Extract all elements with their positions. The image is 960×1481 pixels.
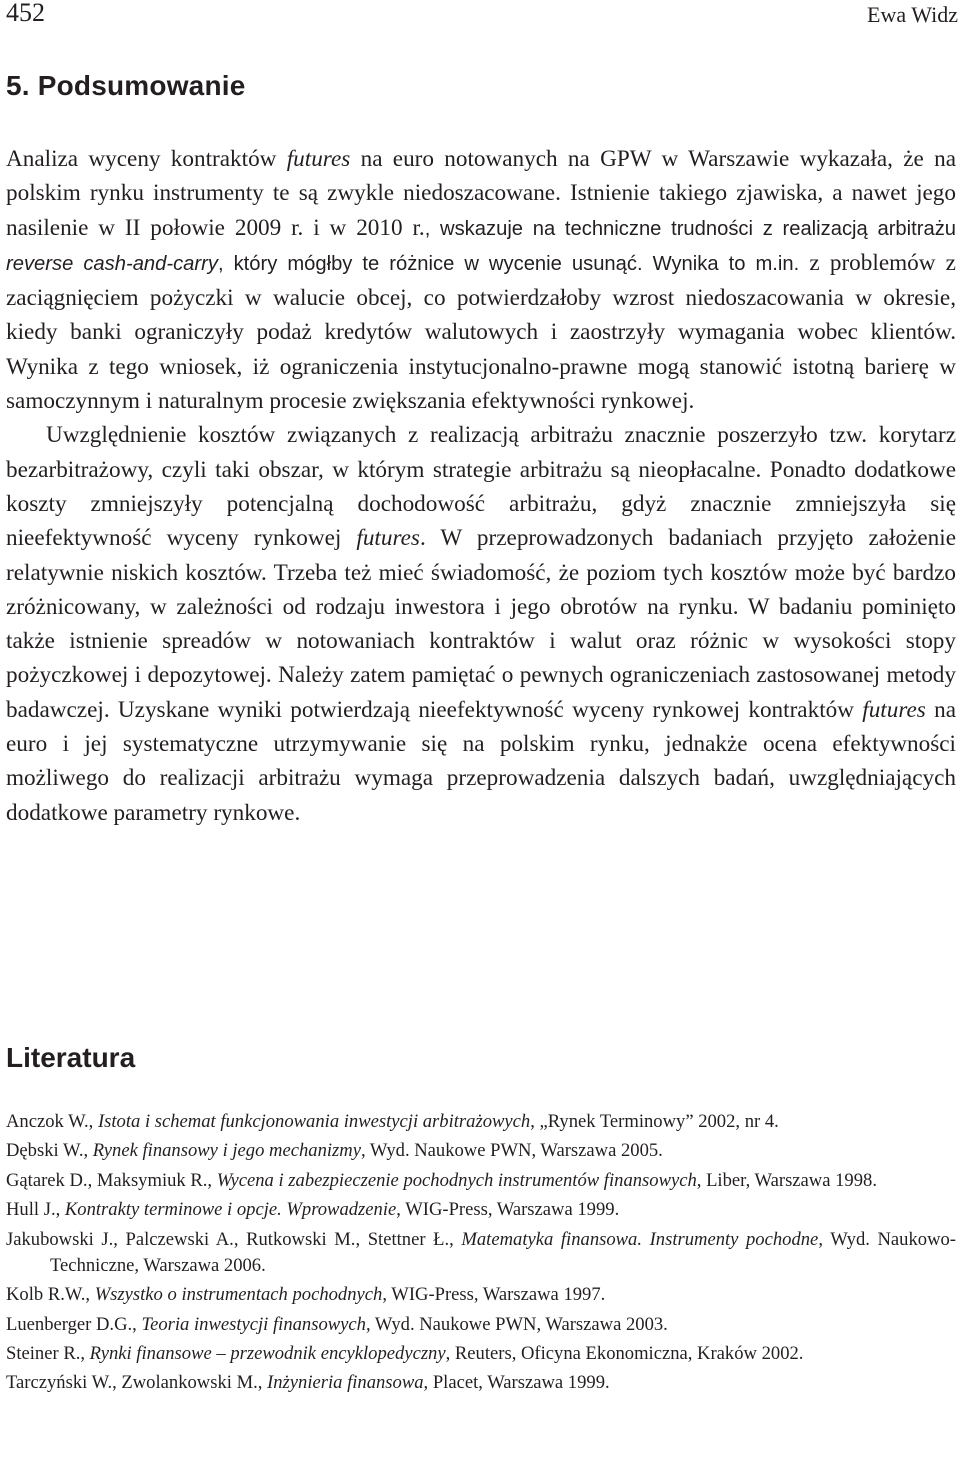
paragraph-1 <box>6 142 956 418</box>
ref-details: , „Rynek Terminowy” 2002, nr 4. <box>530 1111 779 1132</box>
ref-details: , Wyd. Naukowe PWN, Warszawa 2003. <box>365 1313 668 1335</box>
reference-item <box>6 1109 956 1135</box>
p1-text-2: na euro notowanych na GPW w Warszawie wykazała, że na polskim rynku instrumenty te są zwykle niedoszacowane. Istnienie takiego zjawiska, a nawet jego nasilenie w II połowie 2009 r. i w 2010 r. <box>6 146 956 241</box>
reference-item <box>6 1370 956 1396</box>
p2-italic-futures-1: futures <box>356 525 420 552</box>
reference-item <box>6 1227 956 1279</box>
ref-author: Tarczyński W., Zwolankowski M. <box>6 1372 258 1394</box>
reference-item <box>6 1168 956 1194</box>
ref-details: , Wyd. Naukowe PWN, Warszawa 2005. <box>360 1140 663 1162</box>
ref-title: Rynki finansowe – przewodnik encyklopedyczny <box>89 1342 446 1364</box>
ref-author: Kolb R.W. <box>6 1284 86 1306</box>
ref-sep: , <box>132 1313 142 1335</box>
reference-item <box>6 1197 956 1223</box>
p1-text-5: z problemów z zaciągnięciem pożyczki w walucie obcej, co potwierdzałoby wzrost niedoszacowania w okresie, kiedy banki ograniczyły podaż kredytów walutowych i zaostrzyły wymagania wobec klientów. Wynika z tego wniosek, iż ograniczenia instytucjonalno-prawne mogą stanowić istotną barierę w samoczynnym i naturalnym procesie zwiększania efektywności rynkowej. <box>6 249 956 415</box>
ref-sep: , <box>83 1140 93 1162</box>
ref-details: , WIG-Press, Warszawa 1999. <box>396 1199 620 1221</box>
ref-sep: , <box>55 1199 65 1221</box>
ref-title: Inżynieria finansowa <box>267 1372 424 1394</box>
ref-details: , Wyd. Naukowo-Techniczne, Warszawa 2006. <box>50 1228 956 1276</box>
ref-title: Kontrakty terminowe i opcje. Wprowadzenie <box>64 1199 397 1221</box>
ref-author: Jakubowski J., Palczewski A., Rutkowski M., Stettner Ł. <box>6 1228 450 1250</box>
running-author: Ewa Widz <box>867 2 958 27</box>
ref-details: , WIG-Press, Warszawa 1997. <box>382 1284 606 1306</box>
reference-item <box>6 1312 956 1338</box>
ref-details: , Liber, Warszawa 1998. <box>696 1169 877 1191</box>
ref-author: Luenberger D.G. <box>6 1313 133 1335</box>
reference-item <box>6 1138 956 1164</box>
section-title: 5. Podsumowanie <box>6 70 246 101</box>
ref-sep: , <box>80 1342 90 1364</box>
paragraph-2 <box>6 418 956 830</box>
ref-author: Dębski W. <box>6 1140 84 1162</box>
ref-sep: , <box>207 1169 217 1191</box>
p1-italic-futures: futures <box>286 146 351 172</box>
p2-italic-futures-2: futures <box>862 696 926 723</box>
ref-author: Anczok W. <box>6 1111 89 1132</box>
page-header <box>6 0 956 27</box>
p1-text-4: , który mógłby te różnice w wycenie usunąć. Wynika to m.in. <box>217 252 800 275</box>
literature-title: Literatura <box>6 1042 136 1073</box>
ref-details: , Placet, Warszawa 1999. <box>423 1372 610 1394</box>
ref-title: Wycena i zabezpieczenie pochodnych instrumentów finansowych <box>216 1169 697 1191</box>
reference-item <box>6 1341 956 1367</box>
body-text <box>6 142 956 830</box>
p2-text-3: na euro i jej systematyczne utrzymywanie się na polskim rynku, jednakże ocena efektywności możliwego do realizacji arbitrażu wymaga przeprowadzenia dalszych badań, uwzględniających dodatkowe parametry rynkowe. <box>6 696 956 826</box>
ref-title: Wszystko o instrumentach pochodnych <box>94 1284 383 1306</box>
p2-text-2: . W przeprowadzonych badaniach przyjęto założenie relatywnie niskich kosztów. Trzeba też mieć świadomość, że poziom tych kosztów może być bardzo zróżnicowany, w zależności od rodzaju inwestora i jego obrotów na rynku. W badaniu pominięto także istnienie spreadów w notowaniach kontraktów i walut oraz różnic w wysokości stopy pożyczkowej i depozytowej. Należy zatem pamiętać o pewnych ograniczeniach zastosowanej metody badawczej. Uzyskane wyniki potwierdzają nieefektywność wyceny rynkowej kontraktów <box>6 525 956 723</box>
ref-sep: , <box>85 1284 95 1306</box>
page-number: 452 <box>6 0 45 27</box>
p1-text-1: Analiza wyceny kontraktów <box>6 146 287 172</box>
ref-author: Steiner R. <box>6 1342 81 1364</box>
reference-item <box>6 1282 956 1308</box>
ref-details: , Reuters, Oficyna Ekonomiczna, Kraków 2002. <box>445 1342 804 1364</box>
ref-title: Matematyka finansowa. Instrumenty pochodne <box>461 1228 819 1250</box>
ref-sep: , <box>449 1228 462 1250</box>
ref-author: Hull J. <box>6 1199 56 1221</box>
ref-sep: , <box>88 1111 98 1132</box>
ref-sep: , <box>257 1372 268 1394</box>
p2-text-1: Uwzględnienie kosztów związanych z realizacją arbitrażu znacznie poszerzyło tzw. korytarz bezarbitrażowy, czyli taki obszar, w którym strategie arbitrażu są nieopłacalne. Ponadto dodatkowe koszty zmniejszyły potencjalną dochodowość arbitrażu, gdyż znacznie zmniejszyła się nieefektywność wyceny rynkowej <box>6 422 956 552</box>
p1-text-3: , wskazuje na techniczne trudności z realizacją arbitrażu <box>424 217 957 240</box>
ref-title: Rynek finansowy i jego mechanizmy <box>92 1140 361 1162</box>
p1-italic-reverse: reverse cash-and-carry <box>6 252 218 275</box>
reference-list <box>6 1109 956 1400</box>
ref-title: Teoria inwestycji finansowych <box>141 1313 366 1335</box>
ref-title: Istota i schemat funkcjonowania inwestycji arbitrażowych <box>97 1111 531 1132</box>
ref-author: Gątarek D., Maksymiuk R. <box>6 1169 208 1191</box>
